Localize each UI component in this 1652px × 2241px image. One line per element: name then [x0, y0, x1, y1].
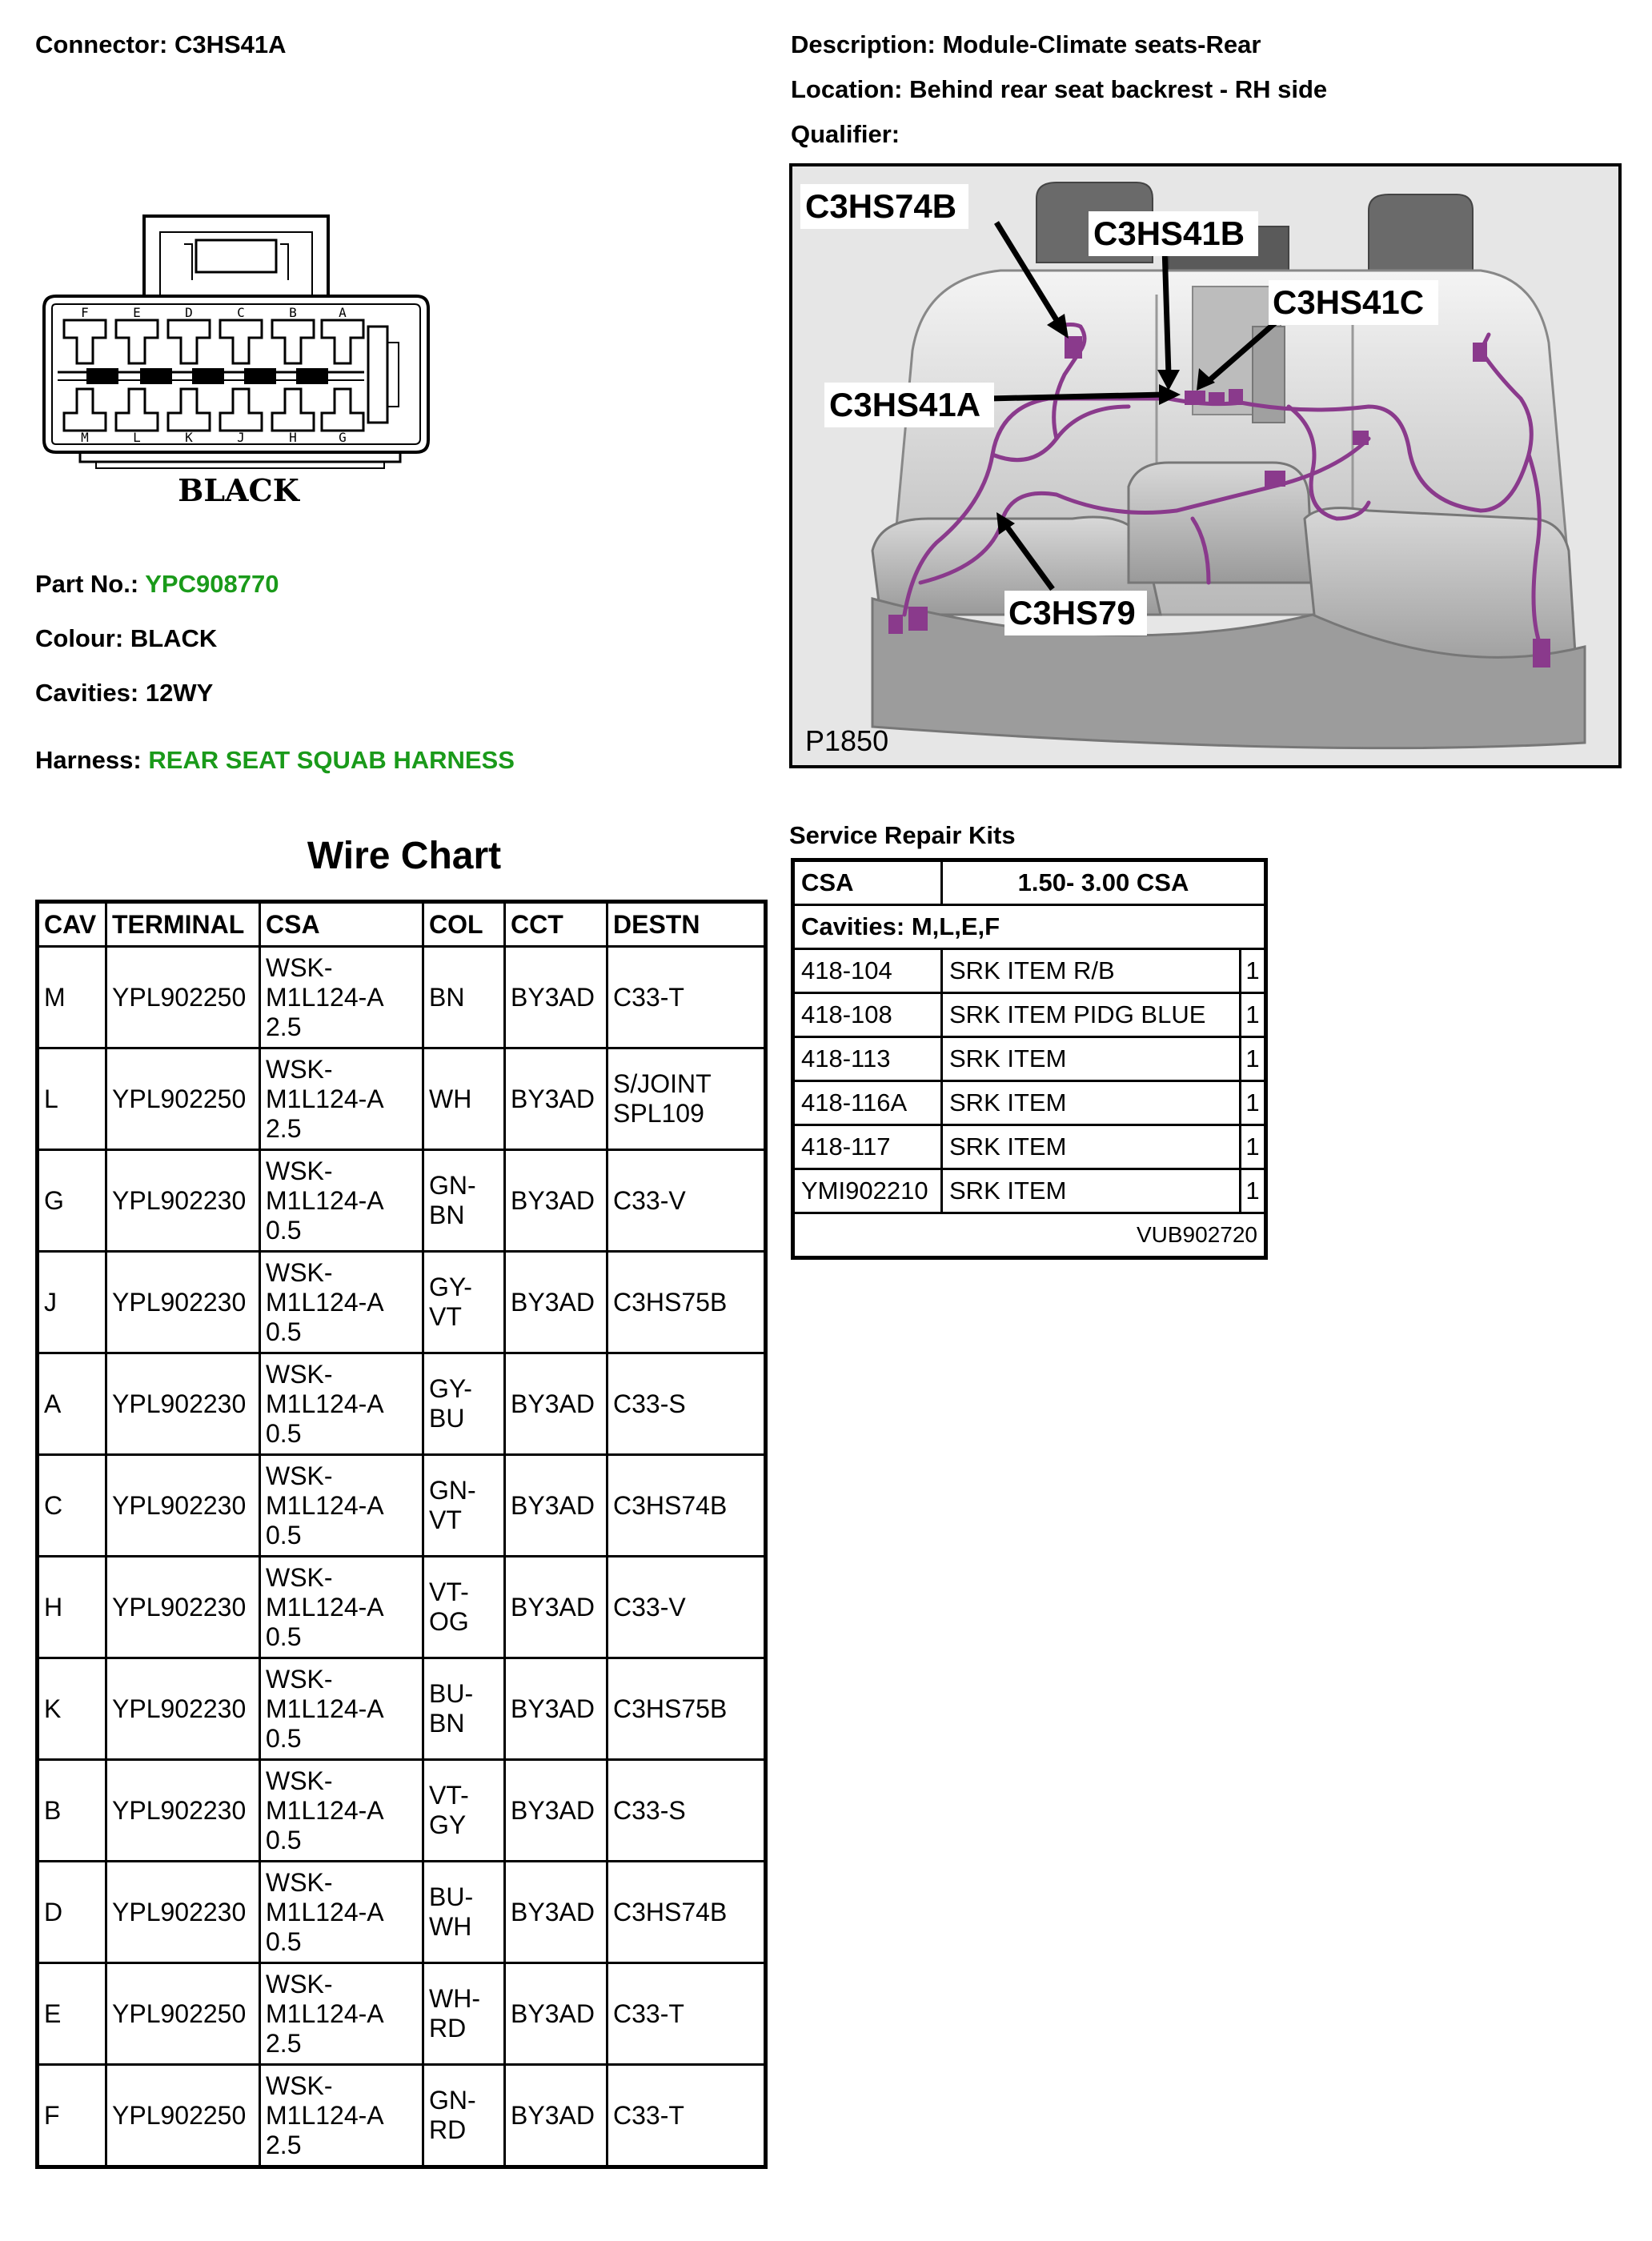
- header-cav: CAV: [38, 902, 106, 947]
- cavities-value: 12WY: [145, 679, 214, 707]
- destn-cell-line: C33-T: [613, 1998, 684, 2028]
- kit-qty: 1: [1241, 949, 1266, 993]
- col-cell: [423, 1557, 505, 1658]
- destn-cell-line: C33-S: [613, 1795, 686, 1825]
- kit-row: [793, 1081, 1266, 1125]
- csa-cell: [260, 1252, 423, 1353]
- harness-label: Harness:: [35, 746, 142, 774]
- kit-desc: SRK ITEM PIDG BLUE: [942, 993, 1241, 1037]
- csa-cell-line: M1L124-A: [266, 1287, 384, 1317]
- cavity-label: D: [185, 305, 193, 320]
- terminal-cell: YPL902250: [106, 1963, 260, 2065]
- col-cell: [423, 1150, 505, 1252]
- destn-cell-line: C33-S: [613, 1389, 686, 1418]
- cavity-label: M: [81, 430, 89, 445]
- col-cell-line: RD: [429, 2014, 467, 2043]
- cavities-label: Cavities:: [35, 679, 139, 707]
- csa-cell-line: WSK-: [266, 1257, 333, 1287]
- csa-cell-line: M1L124-A: [266, 1897, 384, 1926]
- table-row: [38, 1455, 766, 1557]
- kit-desc: SRK ITEM: [942, 1081, 1241, 1125]
- cavities-line: [35, 679, 213, 708]
- cavity-label: J: [237, 430, 245, 445]
- destn-cell-line: S/JOINT: [613, 1069, 712, 1098]
- csa-cell: [260, 1048, 423, 1150]
- csa-cell-line: M1L124-A: [266, 1694, 384, 1723]
- kit-desc: SRK ITEM R/B: [942, 949, 1241, 993]
- terminal-cell: YPL902230: [106, 1557, 260, 1658]
- cavity-label: G: [339, 430, 347, 445]
- cct-cell: BY3AD: [505, 947, 607, 1048]
- csa-cell: [260, 2065, 423, 2167]
- connector-face-diagram: [32, 200, 440, 520]
- kit-code: 418-117: [793, 1125, 942, 1169]
- cav-cell: J: [38, 1252, 106, 1353]
- kit-qty: 1: [1241, 1125, 1266, 1169]
- connector-heading: [35, 30, 287, 59]
- cct-cell: BY3AD: [505, 1862, 607, 1963]
- header-destn: DESTN: [607, 902, 766, 947]
- colour-label: Colour:: [35, 624, 124, 652]
- col-cell: [423, 1862, 505, 1963]
- cct-cell: BY3AD: [505, 1048, 607, 1150]
- csa-cell: [260, 1455, 423, 1557]
- kits-csa-row: [793, 860, 1266, 905]
- destn-cell-line: C3HS75B: [613, 1694, 728, 1723]
- csa-cell: [260, 1760, 423, 1862]
- csa-cell-line: 2.5: [266, 2028, 302, 2058]
- kits-cavities-row: [793, 905, 1266, 949]
- col-cell: [423, 1353, 505, 1455]
- destn-cell-line: C33-V: [613, 1185, 686, 1215]
- col-cell-line: WH: [429, 1912, 472, 1941]
- col-cell-line: VT-: [429, 1781, 469, 1810]
- header-csa: CSA: [260, 902, 423, 947]
- col-cell: [423, 1252, 505, 1353]
- location-value: Behind rear seat backrest - RH side: [909, 75, 1328, 103]
- table-row: [38, 1048, 766, 1150]
- cavity-label: C: [237, 305, 245, 320]
- colour-value: BLACK: [130, 624, 218, 652]
- csa-cell-line: WSK-: [266, 1969, 333, 1998]
- csa-cell-line: 2.5: [266, 2130, 302, 2159]
- kit-desc: SRK ITEM: [942, 1037, 1241, 1081]
- csa-cell-line: M1L124-A: [266, 1389, 384, 1418]
- col-cell-line: GN-: [429, 1171, 476, 1200]
- cav-cell: E: [38, 1963, 106, 2065]
- kit-desc: SRK ITEM: [942, 1169, 1241, 1213]
- csa-cell-line: 0.5: [266, 1622, 302, 1651]
- terminal-cell: YPL902230: [106, 1252, 260, 1353]
- terminal-cell: YPL902230: [106, 1658, 260, 1760]
- col-cell-line: BN: [429, 1201, 465, 1229]
- destn-cell-line: C3HS75B: [613, 1287, 728, 1317]
- cct-cell: BY3AD: [505, 1455, 607, 1557]
- csa-cell-line: M1L124-A: [266, 982, 384, 1012]
- csa-cell-line: 2.5: [266, 1012, 302, 1041]
- csa-cell-line: M1L124-A: [266, 2100, 384, 2130]
- csa-cell-line: M1L124-A: [266, 1795, 384, 1825]
- cav-cell: G: [38, 1150, 106, 1252]
- terminal-cell: YPL902250: [106, 1048, 260, 1150]
- cav-cell: C: [38, 1455, 106, 1557]
- destn-cell: [607, 1862, 766, 1963]
- destn-cell: [607, 1760, 766, 1862]
- col-cell-line: WH-: [429, 1984, 480, 2013]
- col-cell: [423, 1658, 505, 1760]
- destn-cell-line: C33-T: [613, 982, 684, 1012]
- table-row: [38, 947, 766, 1048]
- connector-id: C3HS41A: [174, 30, 287, 58]
- cct-cell: BY3AD: [505, 1353, 607, 1455]
- table-row: [38, 1150, 766, 1252]
- kit-row: [793, 993, 1266, 1037]
- destn-cell-line: C3HS74B: [613, 1490, 728, 1520]
- terminal-cell: YPL902230: [106, 1455, 260, 1557]
- cav-cell: H: [38, 1557, 106, 1658]
- callout-c3hs74b: C3HS74B: [805, 187, 957, 225]
- col-cell-line: BN: [429, 982, 465, 1012]
- col-cell-line: BU: [429, 1404, 465, 1433]
- table-row: [38, 1353, 766, 1455]
- destn-cell: [607, 947, 766, 1048]
- kit-row: [793, 1169, 1266, 1213]
- col-cell-line: BN: [429, 1709, 465, 1738]
- kits-cavities-label: Cavities:: [801, 912, 905, 940]
- part-number-label: Part No.:: [35, 570, 139, 598]
- col-cell: [423, 1760, 505, 1862]
- csa-cell: [260, 1557, 423, 1658]
- csa-cell-line: M1L124-A: [266, 1185, 384, 1215]
- harness-line: [35, 746, 515, 775]
- cct-cell: BY3AD: [505, 2065, 607, 2167]
- description-label: Description:: [791, 30, 936, 58]
- csa-cell-line: M1L124-A: [266, 1490, 384, 1520]
- location-line: [791, 75, 1327, 104]
- callout-c3hs41a: C3HS41A: [829, 386, 981, 423]
- csa-cell-line: M1L124-A: [266, 1592, 384, 1622]
- col-cell-line: VT: [429, 1505, 462, 1534]
- location-label: Location:: [791, 75, 903, 103]
- description-line: [791, 30, 1261, 59]
- destn-cell-line: SPL109: [613, 1099, 704, 1128]
- csa-cell: [260, 1150, 423, 1252]
- col-cell-line: GY-: [429, 1374, 472, 1403]
- description-value: Module-Climate seats-Rear: [942, 30, 1261, 58]
- col-cell-line: OG: [429, 1607, 469, 1636]
- destn-cell: [607, 1455, 766, 1557]
- header-col: COL: [423, 902, 505, 947]
- table-row: [38, 1557, 766, 1658]
- csa-cell-line: WSK-: [266, 1562, 333, 1592]
- csa-cell: [260, 947, 423, 1048]
- kit-number-row: [793, 1213, 1266, 1258]
- kit-desc: SRK ITEM: [942, 1125, 1241, 1169]
- destn-cell: [607, 1658, 766, 1760]
- cavity-label: K: [185, 430, 193, 445]
- csa-cell-line: M1L124-A: [266, 1998, 384, 2028]
- cavity-label: L: [133, 430, 141, 445]
- csa-cell-line: WSK-: [266, 2071, 333, 2100]
- destn-cell-line: C3HS74B: [613, 1897, 728, 1926]
- cavity-label: H: [289, 430, 297, 445]
- table-row: [38, 1862, 766, 1963]
- kit-row: [793, 1037, 1266, 1081]
- col-cell: [423, 947, 505, 1048]
- cct-cell: BY3AD: [505, 1963, 607, 2065]
- csa-cell-line: WSK-: [266, 1664, 333, 1694]
- kit-row: [793, 949, 1266, 993]
- kit-number: VUB902720: [793, 1213, 1266, 1258]
- csa-cell-line: 0.5: [266, 1317, 302, 1346]
- colour-line: [35, 624, 217, 653]
- csa-cell-line: WSK-: [266, 1359, 333, 1389]
- kits-csa-label: CSA: [793, 860, 942, 905]
- col-cell: [423, 2065, 505, 2167]
- headrest-right-icon: [1369, 194, 1473, 275]
- part-number-link[interactable]: YPC908770: [145, 570, 279, 598]
- col-cell-line: VT: [429, 1302, 462, 1331]
- kits-cavities-value: M,L,E,F: [911, 912, 1000, 940]
- cav-cell: K: [38, 1658, 106, 1760]
- kit-qty: 1: [1241, 1169, 1266, 1213]
- service-kits-table: [791, 858, 1268, 1260]
- destn-cell: [607, 1150, 766, 1252]
- destn-cell: [607, 1048, 766, 1150]
- kit-code: 418-104: [793, 949, 942, 993]
- terminal-cell: YPL902230: [106, 1150, 260, 1252]
- col-cell-line: WH: [429, 1084, 472, 1113]
- cav-cell: M: [38, 947, 106, 1048]
- connector-color-caption: BLACK: [178, 472, 299, 508]
- csa-cell-line: WSK-: [266, 1156, 333, 1185]
- csa-cell-line: 0.5: [266, 1926, 302, 1956]
- cavity-label: E: [133, 305, 141, 320]
- table-row: [38, 1963, 766, 2065]
- destn-cell: [607, 1353, 766, 1455]
- cav-cell: B: [38, 1760, 106, 1862]
- destn-cell: [607, 2065, 766, 2167]
- csa-cell: [260, 1862, 423, 1963]
- cav-cell: D: [38, 1862, 106, 1963]
- csa-cell-line: WSK-: [266, 1867, 333, 1897]
- header-cct: CCT: [505, 902, 607, 947]
- col-cell-line: RD: [429, 2115, 467, 2144]
- kits-csa-value: 1.50- 3.00 CSA: [942, 860, 1266, 905]
- col-cell-line: BU-: [429, 1679, 474, 1708]
- table-row: [38, 1658, 766, 1760]
- part-number-line: [35, 570, 279, 599]
- kit-code: YMI902210: [793, 1169, 942, 1213]
- service-kits-title: Service Repair Kits: [789, 821, 1016, 849]
- wire-chart-table: [35, 900, 768, 2169]
- callout-c3hs41b: C3HS41B: [1093, 214, 1245, 252]
- location-illustration: [789, 163, 1622, 768]
- kit-row: [793, 1125, 1266, 1169]
- cav-cell: F: [38, 2065, 106, 2167]
- csa-cell-line: 0.5: [266, 1723, 302, 1753]
- qualifier-label: Qualifier:: [791, 120, 900, 148]
- kit-code: 418-116A: [793, 1081, 942, 1125]
- kit-code: 418-108: [793, 993, 942, 1037]
- col-cell-line: GY: [429, 1810, 467, 1839]
- kits-cavities-cell: [793, 905, 1266, 949]
- table-row: [38, 1252, 766, 1353]
- csa-cell-line: M1L124-A: [266, 1084, 384, 1113]
- csa-cell-line: 0.5: [266, 1418, 302, 1448]
- callout-c3hs41c: C3HS41C: [1273, 283, 1425, 321]
- terminal-cell: YPL902230: [106, 1353, 260, 1455]
- service-kits-body: [793, 860, 1266, 1258]
- col-cell: [423, 1048, 505, 1150]
- col-cell-line: GN-: [429, 1476, 476, 1505]
- harness-link[interactable]: REAR SEAT SQUAB HARNESS: [148, 746, 515, 774]
- cct-cell: BY3AD: [505, 1150, 607, 1252]
- csa-cell-line: WSK-: [266, 1054, 333, 1084]
- cct-cell: BY3AD: [505, 1760, 607, 1862]
- cavity-label: A: [339, 305, 347, 320]
- csa-cell-line: 2.5: [266, 1113, 302, 1143]
- table-row: [38, 1760, 766, 1862]
- csa-cell: [260, 1353, 423, 1455]
- kit-qty: 1: [1241, 993, 1266, 1037]
- kit-code: 418-113: [793, 1037, 942, 1081]
- cav-cell: L: [38, 1048, 106, 1150]
- terminal-cell: YPL902230: [106, 1862, 260, 1963]
- csa-cell-line: 0.5: [266, 1825, 302, 1854]
- csa-cell: [260, 1658, 423, 1760]
- col-cell-line: VT-: [429, 1578, 469, 1606]
- terminal-cell: YPL902230: [106, 1760, 260, 1862]
- cct-cell: BY3AD: [505, 1658, 607, 1760]
- destn-cell-line: C33-T: [613, 2100, 684, 2130]
- csa-cell-line: WSK-: [266, 1461, 333, 1490]
- kit-qty: 1: [1241, 1081, 1266, 1125]
- wire-chart-title: Wire Chart: [307, 835, 502, 877]
- col-cell: [423, 1963, 505, 2065]
- wire-chart-body: [38, 947, 766, 2167]
- col-cell-line: GN-: [429, 2086, 476, 2115]
- connector-label: Connector:: [35, 30, 168, 58]
- csa-cell-line: WSK-: [266, 952, 333, 982]
- callout-c3hs79: C3HS79: [1008, 594, 1136, 631]
- terminal-cell: YPL902250: [106, 2065, 260, 2167]
- destn-cell-line: C33-V: [613, 1592, 686, 1622]
- col-cell: [423, 1455, 505, 1557]
- cct-cell: BY3AD: [505, 1557, 607, 1658]
- header-terminal: TERMINAL: [106, 902, 260, 947]
- cav-cell: A: [38, 1353, 106, 1455]
- col-cell-line: BU-: [429, 1882, 474, 1911]
- cavity-label: F: [81, 305, 89, 320]
- table-row: [38, 2065, 766, 2167]
- destn-cell: [607, 1557, 766, 1658]
- cct-cell: BY3AD: [505, 1252, 607, 1353]
- destn-cell: [607, 1963, 766, 2065]
- csa-cell-line: 0.5: [266, 1215, 302, 1245]
- cavity-label: B: [289, 305, 297, 320]
- wire-chart-header-row: [38, 902, 766, 947]
- kit-qty: 1: [1241, 1037, 1266, 1081]
- col-cell-line: GY-: [429, 1273, 472, 1301]
- csa-cell: [260, 1963, 423, 2065]
- terminal-cell: YPL902250: [106, 947, 260, 1048]
- csa-cell-line: WSK-: [266, 1766, 333, 1795]
- destn-cell: [607, 1252, 766, 1353]
- csa-cell-line: 0.5: [266, 1520, 302, 1549]
- figure-id: P1850: [805, 724, 889, 757]
